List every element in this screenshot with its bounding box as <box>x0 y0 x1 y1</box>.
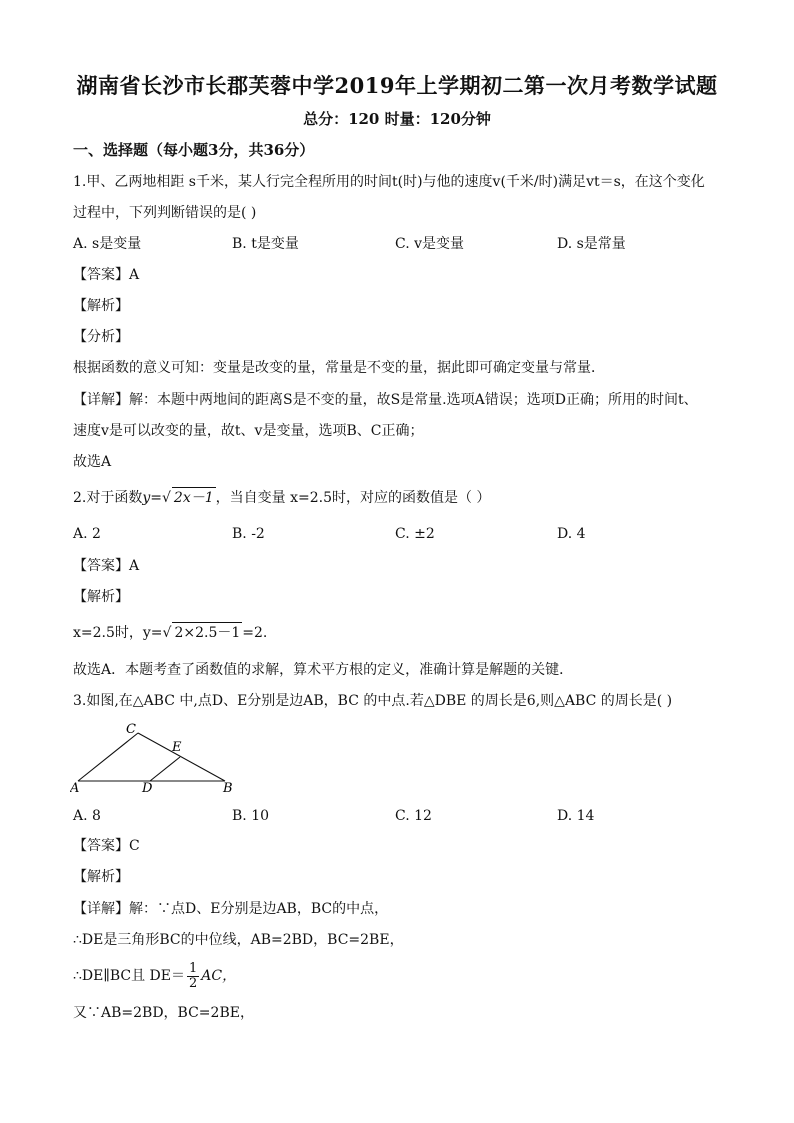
q2-analysis-label: 【解析】 <box>73 589 129 605</box>
q2-solution-prefix: x=2.5时，y= <box>73 625 163 641</box>
q2-option-d: D. 4 <box>557 526 586 542</box>
q2-stem <box>73 487 490 508</box>
label-e: E <box>172 740 182 755</box>
q2-func-radicand: 2x－1 <box>172 487 216 508</box>
q1-stem-line1: 1.甲、乙两地相距 s千米，某人行完全程所用的时间t(时)与他的速度v(千米/时)满足vt＝s，在这个变化 <box>73 174 705 190</box>
q3-detail-line2: ∴DE是三角形BC的中位线，AB=2BD，BC=2BE， <box>73 932 404 948</box>
q3-detail-line3 <box>73 960 236 992</box>
q3-detail3-suffix: AC， <box>201 968 237 984</box>
q2-option-b: B. -2 <box>232 526 265 542</box>
q3-stem: 3.如图,在△ABC 中,点D、E分别是边AB，BC 的中点.若△DBE 的周长是6,则△ABC 的周长是( ) <box>73 693 673 709</box>
triangle-figure <box>70 720 240 796</box>
fraction-numerator: 1 <box>188 960 198 976</box>
q3-detail-line4: 又∵AB=2BD，BC=2BE， <box>73 1005 254 1021</box>
q3-analysis-label: 【解析】 <box>73 869 129 885</box>
q2-solution-radicand: 2×2.5－1 <box>172 622 242 643</box>
segment-de <box>150 757 180 781</box>
q2-answer: 【答案】A <box>73 558 140 574</box>
segment-cb <box>138 733 225 781</box>
q1-option-d: D. s是常量 <box>557 236 626 252</box>
q1-fenxi-label: 【分析】 <box>73 329 129 345</box>
q1-answer: 【答案】A <box>73 267 140 283</box>
q2-stem-prefix: 2.对于函数 <box>73 490 143 506</box>
q3-option-a: A. 8 <box>73 808 101 824</box>
label-d: D <box>142 781 153 796</box>
q2-option-c: C. ±2 <box>395 526 435 542</box>
q1-option-c: C. v是变量 <box>395 236 465 252</box>
label-c: C <box>126 722 136 737</box>
q1-detail-line1: 【详解】解：本题中两地间的距离S是不变的量，故S是常量.选项A错误；选项D正确；所用的时间t、 <box>73 392 698 408</box>
q2-solution <box>73 622 267 643</box>
q2-conclusion: 故选A．本题考查了函数值的求解，算术平方根的定义，准确计算是解题的关键． <box>73 662 574 678</box>
q3-option-d: D. 14 <box>557 808 595 824</box>
section-heading: 一、选择题（每小题3分，共36分） <box>73 141 315 159</box>
q3-answer: 【答案】C <box>73 838 140 854</box>
q1-stem-line2: 过程中，下列判断错误的是( ) <box>73 205 257 221</box>
q1-option-b: B. t是变量 <box>232 236 299 252</box>
q2-func-y: y= <box>142 490 162 506</box>
exam-info: 总分：120 时量：120分钟 <box>303 110 491 128</box>
q1-detail-line2: 速度v是可以改变的量，故t、v是变量，选项B、C正确； <box>73 423 424 439</box>
fraction-denominator: 2 <box>188 975 198 991</box>
segment-ac <box>78 733 138 781</box>
sqrt-symbol: √ <box>162 625 172 641</box>
q3-detail-line1: 【详解】解：∵点D、E分别是边AB，BC的中点， <box>73 901 389 917</box>
label-a: A <box>70 781 80 796</box>
q3-option-c: C. 12 <box>395 808 432 824</box>
fraction-one-half <box>187 962 199 991</box>
q2-stem-suffix: ，当自变量 x=2.5时，对应的函数值是（ ） <box>215 490 491 506</box>
q1-fenxi-text: 根据函数的意义可知：变量是改变的量，常量是不变的量，据此即可确定变量与常量． <box>73 360 605 376</box>
q1-option-a: A. s是变量 <box>73 236 142 252</box>
page-title: 湖南省长沙市长郡芙蓉中学2019年上学期初二第一次月考数学试题 <box>76 73 718 98</box>
q3-option-b: B. 10 <box>232 808 270 824</box>
q2-option-a: A. 2 <box>73 526 101 542</box>
q3-detail3-prefix: ∴DE∥BC且 DE＝ <box>73 968 185 984</box>
q1-analysis-label: 【解析】 <box>73 298 129 314</box>
sqrt-symbol: √ <box>162 490 171 506</box>
label-b: B <box>223 781 233 796</box>
q2-solution-suffix: =2. <box>242 625 268 641</box>
q1-conclusion: 故选A <box>73 454 112 470</box>
